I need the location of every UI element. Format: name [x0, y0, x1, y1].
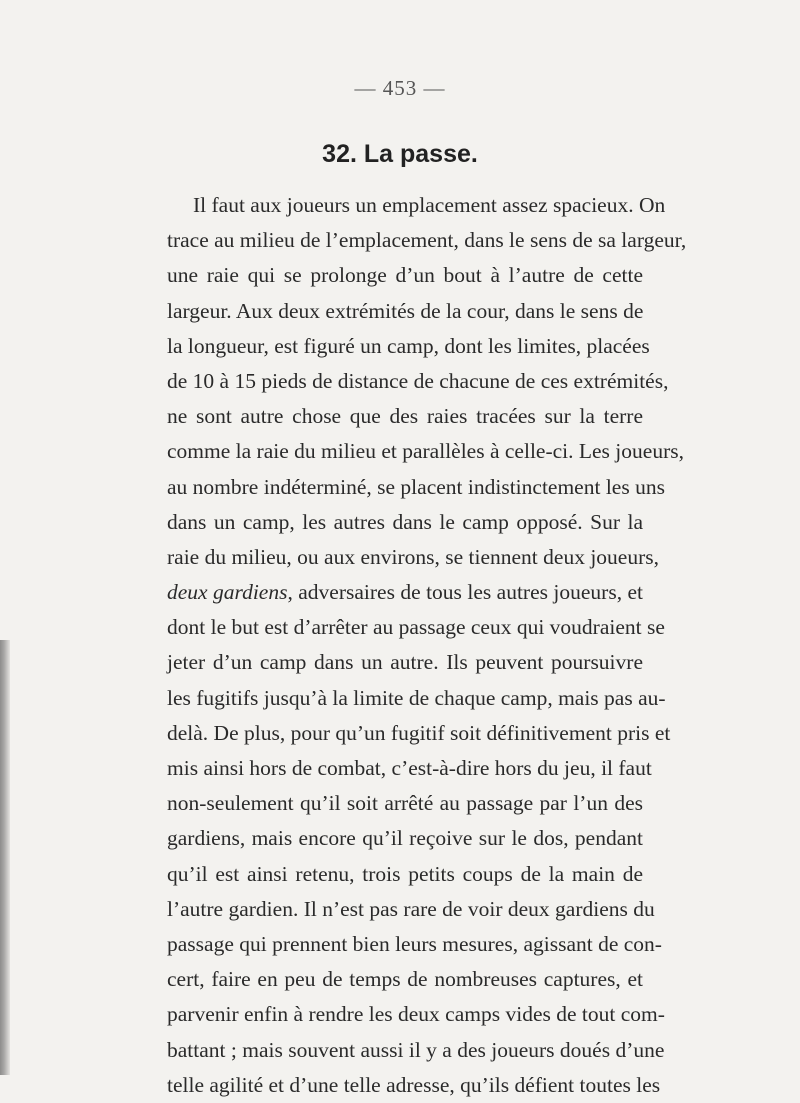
page-binding-edge — [0, 640, 10, 1075]
italic-term: deux gardiens — [167, 580, 288, 605]
text-line: au nombre indéterminé, se placent indistinctement les uns — [167, 474, 665, 499]
text-line: qu’il est ainsi retenu, trois petits coups de la main de — [167, 861, 643, 886]
text-line: dans un camp, les autres dans le camp opposé. Sur la — [167, 509, 643, 534]
text-line: gardiens, mais encore qu’il reçoive sur le dos, pendant — [167, 826, 643, 851]
text-line: de 10 à 15 pieds de distance de chacune de ces extrémités, — [167, 368, 669, 393]
text-line: battant ; mais souvent aussi il y a des joueurs doués d’une — [167, 1037, 665, 1062]
text-line: largeur. Aux deux extrémités de la cour, dans le sens de — [167, 298, 644, 323]
text-line: une raie qui se prolonge d’un bout à l’autre de cette — [167, 263, 643, 288]
text-line: comme la raie du milieu et parallèles à celle-ci. Les joueurs, — [167, 439, 684, 464]
text-line: Il faut aux joueurs un emplacement assez spacieux. On — [193, 193, 666, 217]
text-line: les fugitifs jusqu’à la limite de chaque camp, mais pas au- — [167, 685, 666, 710]
text-line: ne sont autre chose que des raies tracées sur la terre — [167, 404, 643, 429]
text-line: l’autre gardien. Il n’est pas rare de voir deux gardiens du — [167, 896, 655, 921]
text-line-with-italic — [167, 575, 643, 610]
section-heading: 32. La passe. — [322, 140, 478, 168]
text-line: la longueur, est figuré un camp, dont les limites, placées — [167, 333, 650, 358]
text-line: parvenir enfin à rendre les deux camps vides de tout com- — [167, 1002, 665, 1027]
paragraph — [167, 188, 687, 1103]
text-line: telle agilité et d’une telle adresse, qu’ils défient toutes les — [167, 1072, 661, 1097]
text-line: passage qui prennent bien leurs mesures, agissant de con- — [167, 931, 662, 956]
text-line-rest: , adversaires de tous les autres joueurs, et — [287, 580, 644, 605]
text-line: raie du milieu, ou aux environs, se tiennent deux joueurs, — [167, 544, 659, 569]
text-line: non-seulement qu’il soit arrêté au passage par l’un des — [167, 791, 643, 816]
text-line: dont le but est d’arrêter au passage ceux qui voudraient se — [167, 615, 665, 640]
text-line: jeter d’un camp dans un autre. Ils peuvent poursuivre — [167, 650, 643, 675]
text-line: mis ainsi hors de combat, c’est-à-dire hors du jeu, il faut — [167, 756, 652, 780]
text-line: delà. De plus, pour qu’un fugitif soit définitivement pris et — [167, 720, 671, 745]
page-number: — 453 — — [354, 76, 446, 100]
text-line: cert, faire en peu de temps de nombreuses captures, et — [167, 967, 643, 992]
text-line: trace au milieu de l’emplacement, dans le sens de sa largeur, — [167, 228, 687, 253]
